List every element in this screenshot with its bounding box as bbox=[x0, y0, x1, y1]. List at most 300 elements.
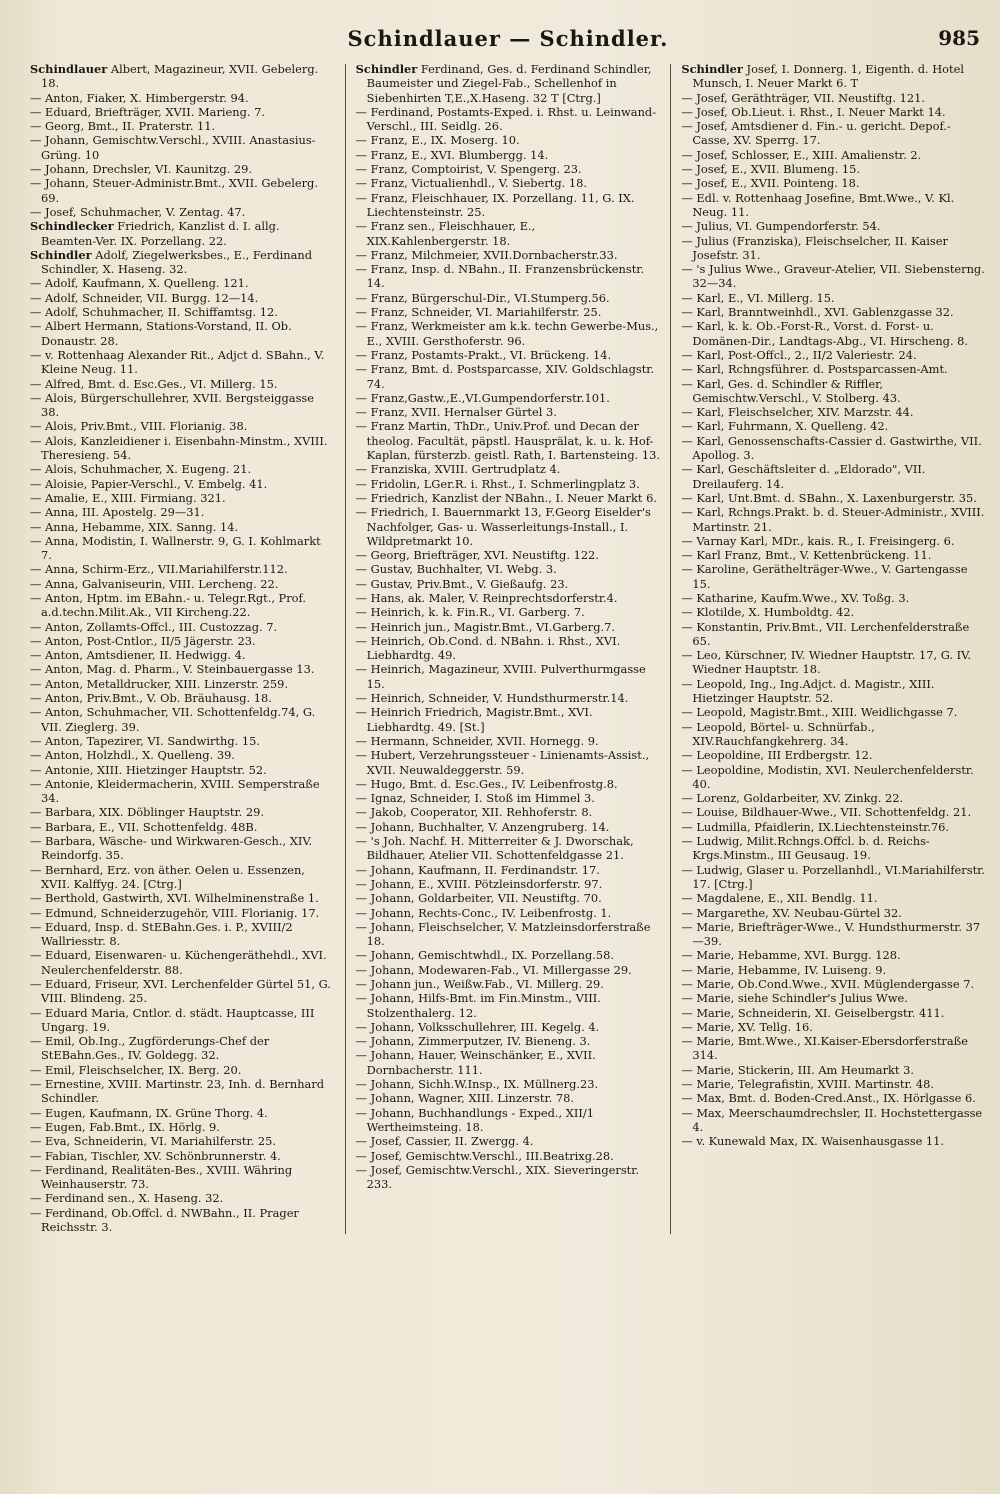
directory-entry bbox=[356, 491, 661, 505]
directory-entry bbox=[30, 419, 335, 433]
directory-entry bbox=[681, 291, 986, 305]
directory-entry bbox=[356, 834, 661, 863]
entry-text: — Anton, Metalldrucker, XIII. Linzerstr. 259. bbox=[30, 676, 288, 691]
directory-entry bbox=[30, 805, 335, 819]
directory-entry bbox=[681, 863, 986, 892]
entry-text: — Franz,Gastw.,E.,VI.Gumpendorferstr.101. bbox=[355, 390, 610, 405]
entry-text: — Fridolin, LGer.R. i. Rhst., I. Schmerlingplatz 3. bbox=[355, 476, 640, 491]
entry-text: — Johann, Buchhandlungs - Exped., XII/1 Wertheimsteing. 18. bbox=[355, 1105, 594, 1134]
directory-entry bbox=[356, 920, 661, 949]
directory-entry bbox=[681, 91, 986, 105]
page-number: 985 bbox=[938, 26, 980, 50]
directory-entry bbox=[356, 548, 661, 562]
entry-text: — Heinrich, Schneider, V. Hundsthurmerstr.14. bbox=[355, 691, 629, 706]
entry-text: — Josef, Ob.Lieut. i. Rhst., I. Neuer Markt 14. bbox=[681, 104, 946, 119]
directory-entry bbox=[681, 162, 986, 176]
entry-text: — Franz Martin, ThDr., Univ.Prof. und Decan der theolog. Facultät, päpstl. Hausprälat, k. u. k. Hof-Kaplan, fürsterzb. geistl. Rath, I. Bartensteing. 13. bbox=[355, 419, 660, 463]
entry-text: — Adolf, Schuhmacher, II. Schiffamtsg. 12. bbox=[30, 305, 278, 320]
directory-entry bbox=[356, 505, 661, 548]
entry-text: — Leopold, Ing., Ing.Adjct. d. Magistr., XIII. Hietzinger Hauptstr. 52. bbox=[681, 676, 935, 706]
directory-entry bbox=[356, 605, 661, 619]
entry-text: — Karoline, Geräthelträger-Wwe., V. Gartengasse 15. bbox=[681, 562, 968, 591]
entry-text: Josef, I. Donnerg. 1, Eigenth. d. Hotel Munsch, I. Neuer Markt 6. T bbox=[692, 62, 964, 91]
entry-text: — Franz, Victualienhdl., V. Siebertg. 18. bbox=[355, 176, 588, 191]
directory-entry bbox=[30, 891, 335, 905]
entry-text: — Ernestine, XVIII. Martinstr. 23, Inh. d. Bernhard Schindler. bbox=[30, 1077, 325, 1106]
directory-entry bbox=[681, 534, 986, 548]
directory-entry bbox=[356, 1163, 661, 1192]
entry-text: — Alois, Bürgerschullehrer, XVII. Bergsteiggasse 38. bbox=[30, 390, 315, 420]
directory-entry bbox=[30, 477, 335, 491]
entry-text: — Franziska, XVIII. Gertrudplatz 4. bbox=[355, 462, 561, 477]
entry-text: — Leopold, Magistr.Bmt., XIII. Weidlichgasse 7. bbox=[681, 705, 958, 720]
directory-entry bbox=[30, 248, 335, 277]
entry-text: — Fabian, Tischler, XV. Schönbrunnerstr. 4. bbox=[30, 1148, 281, 1163]
entry-text: — Anna, Schirm-Erz., VII.Mariahilferstr.112. bbox=[30, 562, 288, 577]
entry-text: — Anton, Schuhmacher, VII. Schottenfeldg.74, G. VII. Zieglerg. 39. bbox=[30, 705, 316, 734]
entry-text: — Leopold, Börtel- u. Schnürfab., XIV.Rauchfangkehrerg. 34. bbox=[681, 719, 875, 748]
entry-text: — Anton, Zollamts-Offcl., III. Custozzag. 7. bbox=[30, 619, 278, 634]
directory-entry bbox=[681, 548, 986, 562]
entry-text: — Johann, Hilfs-Bmt. im Fin.Minstm., VIII. Stolzenthalerg. 12. bbox=[355, 991, 601, 1020]
entry-text: — Leopoldine, III Erdbergstr. 12. bbox=[681, 748, 873, 763]
entry-text: — Marie, Schneiderin, XI. Geiselbergstr. 411. bbox=[681, 1005, 945, 1020]
entry-text: — Barbara, E., VII. Schottenfeldg. 48B. bbox=[30, 819, 258, 834]
directory-entry bbox=[30, 391, 335, 420]
directory-entry bbox=[681, 705, 986, 719]
directory-entry bbox=[30, 377, 335, 391]
entry-text: — Aloisie, Papier-Verschl., V. Embelg. 41. bbox=[30, 476, 268, 491]
directory-entry bbox=[356, 133, 661, 147]
directory-entry bbox=[356, 977, 661, 991]
entry-text: — Friedrich, I. Bauernmarkt 13, F.Georg Eiselder's Nachfolger, Gas- u. Wasserleitungs-Install., I. Wildpretmarkt 10. bbox=[355, 505, 651, 548]
directory-entry bbox=[30, 562, 335, 576]
directory-entry bbox=[681, 948, 986, 962]
entry-text: — Barbara, XIX. Döblinger Hauptstr. 29. bbox=[30, 805, 265, 820]
entry-text: — Antonie, Kleidermacherin, XVIII. Semperstraße 34. bbox=[30, 776, 320, 806]
entry-text: — Johann, Hauer, Weinschänker, E., XVII. Dornbacherstr. 111. bbox=[355, 1048, 596, 1077]
directory-entry bbox=[356, 906, 661, 920]
entry-text: — Karl, Rchngsführer. d. Postsparcassen-Amt. bbox=[681, 362, 948, 377]
directory-entry bbox=[681, 1077, 986, 1091]
directory-entry bbox=[356, 562, 661, 576]
directory-entry bbox=[681, 1034, 986, 1063]
directory-entry bbox=[30, 734, 335, 748]
entry-text: — Heinrich jun., Magistr.Bmt., VI.Garberg.7. bbox=[355, 619, 616, 634]
entry-text: — Hans, ak. Maler, V. Reinprechtsdorferstr.4. bbox=[355, 590, 618, 605]
directory-entry bbox=[30, 348, 335, 377]
directory-entry bbox=[30, 1063, 335, 1077]
entry-text: Ferdinand, Ges. d. Ferdinand Schindler, Baumeister und Ziegel-Fab., Schellenhof in Siebenhirten T,E.,X.Haseng. 32 T [Ctrg.] bbox=[366, 62, 652, 105]
column-divider bbox=[670, 64, 671, 1234]
entry-text: — Max, Meerschaumdrechsler, II. Hochstettergasse 4. bbox=[681, 1105, 983, 1134]
entry-text: — Karl, Fleischselcher, XIV. Marzstr. 44. bbox=[681, 405, 914, 420]
directory-entry bbox=[356, 863, 661, 877]
entry-text: — Amalie, E., XIII. Firmiang. 321. bbox=[30, 490, 226, 505]
entry-text: — 's Joh. Nachf. H. Mitterreiter & J. Dworschak, Bildhauer, Atelier VII. Schottenfeldgasse 21. bbox=[355, 834, 634, 863]
entry-text: — Karl, k. k. Ob.-Forst-R., Vorst. d. Forst- u. Domänen-Dir., Landtags-Abg., VI. Hirscheng. 8. bbox=[681, 319, 969, 348]
directory-entry bbox=[30, 1134, 335, 1148]
entry-text: — Franz sen., Fleischhauer, E., XIX.Kahlenbergerstr. 18. bbox=[355, 219, 536, 248]
directory-entry bbox=[30, 119, 335, 133]
directory-entry bbox=[356, 748, 661, 777]
entry-text: — Eva, Schneiderin, VI. Mariahilferstr. 25. bbox=[30, 1134, 277, 1149]
directory-entry bbox=[681, 963, 986, 977]
column-left bbox=[30, 62, 335, 1234]
entry-text: — Franz, Postamts-Prakt., VI. Brückeng. 14. bbox=[355, 347, 612, 362]
entry-text: Albert, Magazineur, XVII. Gebelerg. 18. bbox=[41, 62, 319, 91]
entry-text: — Marie, Ob.Cond.Wwe., XVII. Müglendergasse 7. bbox=[681, 977, 975, 991]
directory-entry bbox=[681, 505, 986, 534]
entry-headword: Schindler bbox=[355, 62, 418, 76]
directory-entry bbox=[30, 1034, 335, 1063]
entry-text: — Johann, Volksschullehrer, III. Kegelg. 4. bbox=[355, 1019, 600, 1034]
entry-text: — Georg, Briefträger, XVI. Neustiftg. 122. bbox=[355, 548, 599, 563]
entry-text: — Bernhard, Erz. von äther. Oelen u. Essenzen, XVII. Kalffyg. 24. [Ctrg.] bbox=[30, 862, 305, 891]
entry-text: — Anton, Post-Cntlor., II/5 Jägerstr. 23. bbox=[30, 633, 256, 648]
entry-text: — Ludmilla, Pfaidlerin, IX.Liechtensteinstr.76. bbox=[681, 819, 950, 834]
entry-text: — Johann, Steuer-Administr.Bmt., XVII. Gebelerg. 69. bbox=[30, 176, 318, 205]
entry-text: — Karl, Genossenschafts-Cassier d. Gastwirthe, VII. Apollog. 3. bbox=[681, 433, 982, 463]
entry-text: — Anton, Hptm. im EBahn.- u. Telegr.Rgt., Prof. a.d.techn.Milit.Ak., VII Kircheng.22. bbox=[30, 590, 306, 620]
directory-entry bbox=[356, 248, 661, 262]
entry-text: — Albert Hermann, Stations-Vorstand, II. Ob. Donaustr. 28. bbox=[30, 319, 292, 348]
directory-entry bbox=[30, 920, 335, 949]
entry-text: — Franz, Insp. d. NBahn., II. Franzensbrückenstr. 14. bbox=[355, 262, 645, 291]
directory-entry bbox=[356, 634, 661, 663]
entry-text: — Johann, Sichh.W.Insp., IX. Müllnerg.23. bbox=[355, 1077, 599, 1092]
entry-text: — v. Kunewald Max, IX. Waisenhausgasse 11. bbox=[681, 1134, 945, 1149]
directory-entry bbox=[681, 377, 986, 406]
entry-text: — Heinrich, k. k. Fin.R., VI. Garberg. 7. bbox=[355, 605, 585, 620]
directory-entry bbox=[30, 577, 335, 591]
entry-text: Adolf, Ziegelwerksbes., E., Ferdinand Schindler, X. Haseng. 32. bbox=[41, 247, 313, 277]
entry-text: — Eugen, Fab.Bmt., IX. Hörlg. 9. bbox=[30, 1119, 220, 1134]
entry-text: — Eduard, Insp. d. StEBahn.Ges. i. P., XVIII/2 Wallriesstr. 8. bbox=[30, 919, 293, 949]
directory-entry bbox=[356, 577, 661, 591]
entry-text: — Heinrich, Magazineur, XVIII. Pulverthurmgasse 15. bbox=[355, 662, 646, 691]
entry-text: — Franz, Bmt. d. Postsparcasse, XIV. Goldschlagstr. 74. bbox=[355, 362, 655, 391]
entry-text: — Ludwig, Glaser u. Porzellanhdl., VI.Mariahilferstr. 17. [Ctrg.] bbox=[681, 862, 985, 891]
directory-entry bbox=[30, 777, 335, 806]
entry-text: — Adolf, Kaufmann, X. Quelleng. 121. bbox=[30, 276, 249, 291]
column-right bbox=[681, 62, 986, 1234]
entry-text: — Josef, Gemischtw.Verschl., XIX. Sieveringerstr. 233. bbox=[355, 1162, 640, 1192]
entry-text: — Alois, Schuhmacher, X. Eugeng. 21. bbox=[30, 462, 252, 477]
entry-text: — Marie, XV. Tellg. 16. bbox=[681, 1019, 813, 1034]
directory-entry bbox=[30, 520, 335, 534]
entry-text: — Ferdinand sen., X. Haseng. 32. bbox=[30, 1191, 224, 1206]
entry-text: — Varnay Karl, MDr., kais. R., I. Freisingerg. 6. bbox=[681, 533, 955, 548]
directory-entry bbox=[356, 1048, 661, 1077]
entry-text: — Hermann, Schneider, XVII. Hornegg. 9. bbox=[355, 733, 599, 748]
entry-text: — Johann, Fleischselcher, V. Matzleinsdorferstraße 18. bbox=[355, 919, 651, 949]
entry-text: — Emil, Fleischselcher, IX. Berg. 20. bbox=[30, 1062, 242, 1077]
directory-entry bbox=[30, 948, 335, 977]
directory-entry bbox=[356, 1134, 661, 1148]
directory-entry bbox=[30, 620, 335, 634]
directory-entry bbox=[356, 405, 661, 419]
entry-text: — Ferdinand, Realitäten-Bes., XVIII. Währing Weinhauserstr. 73. bbox=[30, 1162, 293, 1192]
entry-text: — Johann, Modewaren-Fab., VI. Millergasse 29. bbox=[355, 962, 632, 977]
directory-entry bbox=[30, 1120, 335, 1134]
entry-text: — Barbara, Wäsche- und Wirkwaren-Gesch., XIV. Reindorfg. 35. bbox=[30, 834, 313, 863]
entry-text: Friedrich, Kanzlist d. I. allg. Beamten-Ver. IX. Porzellang. 22. bbox=[41, 219, 280, 248]
directory-entry bbox=[30, 1006, 335, 1035]
directory-entry bbox=[356, 591, 661, 605]
directory-entry bbox=[356, 176, 661, 190]
entry-text: — Johann, Gemischtwhdl., IX. Porzellang.58. bbox=[355, 948, 614, 963]
entry-text: — Karl, Ges. d. Schindler & Riffler, Gemischtw.Verschl., V. Stolberg. 43. bbox=[681, 376, 901, 405]
entry-text: — Marie, Briefträger-Wwe., V. Hundsthurmerstr. 37—39. bbox=[681, 919, 981, 949]
directory-entry bbox=[356, 1149, 661, 1163]
directory-entry bbox=[30, 91, 335, 105]
directory-entry bbox=[30, 319, 335, 348]
directory-entry bbox=[356, 963, 661, 977]
directory-entry bbox=[356, 805, 661, 819]
entry-text: — Georg, Bmt., II. Praterstr. 11. bbox=[30, 119, 216, 134]
directory-entry bbox=[356, 305, 661, 319]
directory-entry bbox=[30, 763, 335, 777]
entry-text: — Karl Franz, Bmt., V. Kettenbrückeng. 11. bbox=[681, 548, 932, 563]
directory-entry bbox=[30, 133, 335, 162]
entry-text: — Eduard, Eisenwaren- u. Küchengeräthehdl., XVI. Neulerchenfelderstr. 88. bbox=[30, 948, 327, 977]
entry-text: — Franz, Werkmeister am k.k. techn Gewerbe-Mus., E., XVIII. Gersthoferstr. 96. bbox=[355, 319, 659, 348]
entry-text: — Anna, Galvaniseurin, VIII. Lercheng. 22. bbox=[30, 576, 279, 591]
directory-entry bbox=[30, 291, 335, 305]
entry-text: — Ludwig, Milit.Rchngs.Offcl. b. d. Reichs-Krgs.Minstm., III Geusaug. 19. bbox=[681, 834, 930, 863]
entry-text: — Lorenz, Goldarbeiter, XV. Zinkg. 22. bbox=[681, 791, 904, 806]
entry-text: — Franz, XVII. Hernalser Gürtel 3. bbox=[355, 405, 557, 420]
entry-text: — Johann, Rechts-Conc., IV. Leibenfrostg. 1. bbox=[355, 905, 612, 920]
directory-entry bbox=[681, 319, 986, 348]
directory-entry bbox=[356, 1106, 661, 1135]
entry-text: — Eduard, Friseur, XVI. Lerchenfelder Gürtel 51, G. VIII. Blindeng. 25. bbox=[30, 977, 331, 1006]
directory-entry bbox=[681, 720, 986, 749]
columns bbox=[30, 62, 986, 1234]
entry-text: — Max, Bmt. d. Boden-Cred.Anst., IX. Hörlgasse 6. bbox=[681, 1091, 976, 1106]
entry-text: — Jakob, Cooperator, XII. Rehhoferstr. 8. bbox=[355, 805, 593, 820]
directory-entry bbox=[681, 748, 986, 762]
entry-text: — Johann jun., Weißw.Fab., VI. Millerg. 29. bbox=[355, 977, 604, 991]
directory-entry bbox=[30, 634, 335, 648]
directory-entry bbox=[681, 977, 986, 991]
directory-entry bbox=[30, 162, 335, 176]
entry-text: — Julius (Franziska), Fleischselcher, II. Kaiser Josefstr. 31. bbox=[681, 233, 948, 262]
directory-entry bbox=[681, 906, 986, 920]
entry-text: — v. Rottenhaag Alexander Rit., Adjct d. SBahn., V. Kleine Neug. 11. bbox=[30, 347, 325, 377]
entry-text: — Hubert, Verzehrungssteuer - Linienamts-Assist., XVII. Neuwaldeggerstr. 59. bbox=[355, 748, 650, 777]
directory-entry bbox=[681, 1020, 986, 1034]
column-divider bbox=[345, 64, 346, 1234]
entry-text: — Marie, Stickerin, III. Am Heumarkt 3. bbox=[681, 1062, 914, 1077]
directory-entry bbox=[681, 763, 986, 792]
entry-text: — Karl, Fuhrmann, X. Quelleng. 42. bbox=[681, 419, 889, 434]
directory-entry bbox=[681, 805, 986, 819]
entry-text: — Franz, Bürgerschul-Dir., VI.Stumperg.56. bbox=[355, 290, 610, 305]
directory-entry bbox=[681, 1134, 986, 1148]
directory-entry bbox=[30, 906, 335, 920]
entry-text: — Marie, Telegrafistin, XVIII. Martinstr. 48. bbox=[681, 1077, 934, 1092]
directory-entry bbox=[356, 691, 661, 705]
entry-text: — Anton, Mag. d. Pharm., V. Steinbauergasse 13. bbox=[30, 662, 315, 677]
directory-entry bbox=[30, 105, 335, 119]
entry-headword: Schindler bbox=[30, 247, 92, 262]
directory-entry bbox=[30, 748, 335, 762]
entry-text: — Marie, Hebamme, IV. Luiseng. 9. bbox=[681, 962, 887, 977]
entry-text: — Magdalene, E., XII. Bendlg. 11. bbox=[681, 891, 878, 906]
directory-entry bbox=[356, 362, 661, 391]
directory-entry bbox=[30, 276, 335, 290]
entry-text: — Johann, E., XVIII. Pötzleinsdorferstr. 97. bbox=[355, 876, 603, 891]
entry-text: — Josef, E., XVII. Pointeng. 18. bbox=[681, 176, 860, 191]
directory-entry bbox=[356, 620, 661, 634]
entry-text: — Josef, Amtsdiener d. Fin.- u. gericht. Depof.-Casse, XV. Sperrg. 17. bbox=[681, 119, 951, 148]
directory-entry bbox=[356, 62, 661, 105]
directory-entry bbox=[30, 434, 335, 463]
entry-text: — Heinrich Friedrich, Magistr.Bmt., XVI. Liebhardtg. 49. [St.] bbox=[355, 705, 593, 734]
entry-text: — Anna, III. Apostelg. 29—31. bbox=[30, 505, 205, 520]
directory-entry bbox=[681, 1063, 986, 1077]
entry-text: — Johann, Drechsler, VI. Kaunitzg. 29. bbox=[30, 162, 252, 177]
entry-text: — Anton, Holzhdl., X. Quelleng. 39. bbox=[30, 748, 235, 763]
entry-text: — Heinrich, Ob.Cond. d. NBahn. i. Rhst., XVI. Liebhardtg. 49. bbox=[355, 633, 621, 663]
entry-text: — Antonie, XIII. Hietzinger Hauptstr. 52. bbox=[30, 762, 267, 777]
entry-text: — Anna, Hebamme, XIX. Sanng. 14. bbox=[30, 519, 239, 534]
entry-text: — Adolf, Schneider, VII. Burgg. 12—14. bbox=[30, 290, 259, 305]
directory-entry bbox=[681, 62, 986, 91]
directory-entry bbox=[356, 348, 661, 362]
directory-entry bbox=[356, 477, 661, 491]
directory-entry bbox=[30, 62, 335, 91]
directory-entry bbox=[681, 462, 986, 491]
entry-text: — Karl, Geschäftsleiter d. „Eldorado", VII. Dreilauferg. 14. bbox=[681, 462, 926, 491]
directory-entry bbox=[681, 591, 986, 605]
entry-text: — Johann, Goldarbeiter, VII. Neustiftg. 70. bbox=[355, 891, 602, 906]
entry-text: — Edmund, Schneiderzugehör, VIII. Florianig. 17. bbox=[30, 905, 320, 920]
entry-headword: Schindlecker bbox=[30, 219, 114, 234]
entry-text: — Ignaz, Schneider, I. Stoß im Himmel 3. bbox=[355, 791, 595, 806]
directory-entry bbox=[30, 591, 335, 620]
directory-entry bbox=[356, 262, 661, 291]
entry-text: — Alfred, Bmt. d. Esc.Ges., VI. Millerg. 15. bbox=[30, 376, 278, 391]
directory-entry bbox=[681, 834, 986, 863]
entry-text: — Emil, Ob.Ing., Zugförderungs-Chef der StEBahn.Ges., IV. Goldegg. 32. bbox=[30, 1034, 270, 1063]
directory-entry bbox=[681, 362, 986, 376]
entry-text: — Karl, Post-Offcl., 2., II/2 Valeriestr. 24. bbox=[681, 347, 917, 362]
entry-text: — Franz, Comptoirist, V. Spengerg. 23. bbox=[355, 162, 582, 177]
directory-entry bbox=[356, 705, 661, 734]
directory-entry bbox=[681, 920, 986, 949]
directory-entry bbox=[681, 491, 986, 505]
directory-entry bbox=[356, 734, 661, 748]
entry-text: — Eugen, Kaufmann, IX. Grüne Thorg. 4. bbox=[30, 1105, 268, 1120]
directory-entry bbox=[681, 148, 986, 162]
entry-text: — Karl, Unt.Bmt. d. SBahn., X. Laxenburgerstr. 35. bbox=[681, 490, 977, 505]
directory-entry bbox=[356, 662, 661, 691]
entry-text: — Franz, Milchmeier, XVII.Dornbacherstr.33. bbox=[355, 247, 618, 262]
directory-entry bbox=[356, 877, 661, 891]
directory-entry bbox=[681, 562, 986, 591]
entry-text: — Friedrich, Kanzlist der NBahn., I. Neuer Markt 6. bbox=[355, 490, 657, 505]
entry-text: — Josef, Schuhmacher, V. Zentag. 47. bbox=[30, 204, 246, 219]
entry-text: — Berthold, Gastwirth, XVI. Wilhelminenstraße 1. bbox=[30, 891, 319, 906]
directory-entry bbox=[681, 1006, 986, 1020]
entry-text: — Katharine, Kaufm.Wwe., XV. Toßg. 3. bbox=[681, 590, 910, 605]
entry-text: — Josef, E., XVII. Blumeng. 15. bbox=[681, 162, 861, 177]
directory-entry bbox=[681, 191, 986, 220]
directory-entry bbox=[681, 891, 986, 905]
directory-entry bbox=[356, 419, 661, 462]
entry-text: — Josef, Schlosser, E., XIII. Amalienstr. 2. bbox=[681, 147, 922, 162]
directory-entry bbox=[30, 662, 335, 676]
entry-text: — Hugo, Bmt. d. Esc.Ges., IV. Leibenfrostg.8. bbox=[355, 776, 618, 791]
entry-text: — Anton, Fiaker, X. Himbergerstr. 94. bbox=[30, 90, 249, 105]
entry-text: — Johann, Kaufmann, II. Ferdinandstr. 17. bbox=[355, 862, 600, 877]
entry-text: — Karl, Branntweinhdl., XVI. Gablenzgasse 32. bbox=[681, 305, 954, 320]
directory-entry bbox=[681, 620, 986, 649]
directory-entry bbox=[356, 319, 661, 348]
directory-entry bbox=[30, 705, 335, 734]
entry-text: — Eduard Maria, Cntlor. d. städt. Hauptcasse, III Ungarg. 19. bbox=[30, 1005, 315, 1034]
entry-text: — Johann, Zimmerputzer, IV. Bieneng. 3. bbox=[355, 1034, 591, 1049]
directory-entry bbox=[681, 991, 986, 1005]
directory-entry bbox=[681, 105, 986, 119]
entry-text: — Louise, Bildhauer-Wwe., VII. Schottenfeldg. 21. bbox=[681, 805, 972, 820]
entry-text: — Ferdinand, Ob.Offcl. d. NWBahn., II. Prager Reichsstr. 3. bbox=[30, 1205, 299, 1235]
entry-text: — Alois, Priv.Bmt., VIII. Florianig. 38. bbox=[30, 419, 248, 434]
directory-entry bbox=[30, 462, 335, 476]
entry-headword: Schindlauer bbox=[30, 62, 108, 76]
directory-entry bbox=[356, 1034, 661, 1048]
entry-text: — Josef, Geräthträger, VII. Neustiftg. 121. bbox=[681, 90, 925, 105]
entry-text: — 's Julius Wwe., Graveur-Atelier, VII. Siebensterng. 32—34. bbox=[681, 262, 985, 291]
directory-entry bbox=[681, 119, 986, 148]
directory-entry bbox=[681, 677, 986, 706]
directory-entry bbox=[30, 1149, 335, 1163]
entry-text: — Marie, Hebamme, XVI. Burgg. 128. bbox=[681, 948, 901, 963]
entry-text: — Franz, E., IX. Moserg. 10. bbox=[355, 133, 520, 148]
entry-text: — Leo, Kürschner, IV. Wiedner Hauptstr. 17, G. IV. Wiedner Hauptstr. 18. bbox=[681, 648, 971, 677]
directory-entry bbox=[30, 1206, 335, 1235]
directory-entry bbox=[30, 863, 335, 892]
directory-entry bbox=[356, 1077, 661, 1091]
entry-text: — Margarethe, XV. Neubau-Gürtel 32. bbox=[681, 905, 902, 920]
entry-text: — Franz, Schneider, VI. Mariahilferstr. 25. bbox=[355, 305, 602, 320]
directory-entry bbox=[681, 791, 986, 805]
directory-entry bbox=[30, 491, 335, 505]
entry-headword: Schindler bbox=[681, 62, 743, 76]
directory-entry bbox=[30, 820, 335, 834]
entry-text: — Johann, Gemischtw.Verschl., XVIII. Anastasius-Grüng. 10 bbox=[30, 133, 316, 162]
directory-entry bbox=[30, 305, 335, 319]
directory-entry bbox=[681, 1091, 986, 1105]
entry-text: — Marie, Bmt.Wwe., XI.Kaiser-Ebersdorferstraße 314. bbox=[681, 1034, 969, 1063]
directory-entry bbox=[30, 677, 335, 691]
directory-entry bbox=[681, 305, 986, 319]
entry-text: — Konstantin, Priv.Bmt., VII. Lerchenfelderstraße 65. bbox=[681, 619, 970, 648]
directory-entry bbox=[356, 219, 661, 248]
page-header bbox=[30, 26, 986, 62]
entry-text: — Anton, Tapezirer, VI. Sandwirthg. 15. bbox=[30, 733, 260, 748]
entry-text: — Eduard, Briefträger, XVII. Marieng. 7. bbox=[30, 104, 266, 119]
directory-entry bbox=[356, 105, 661, 134]
directory-entry bbox=[356, 191, 661, 220]
directory-entry bbox=[681, 176, 986, 190]
directory-entry bbox=[681, 419, 986, 433]
entry-text: — Gustav, Buchhalter, VI. Webg. 3. bbox=[355, 562, 557, 577]
directory-entry bbox=[681, 434, 986, 463]
